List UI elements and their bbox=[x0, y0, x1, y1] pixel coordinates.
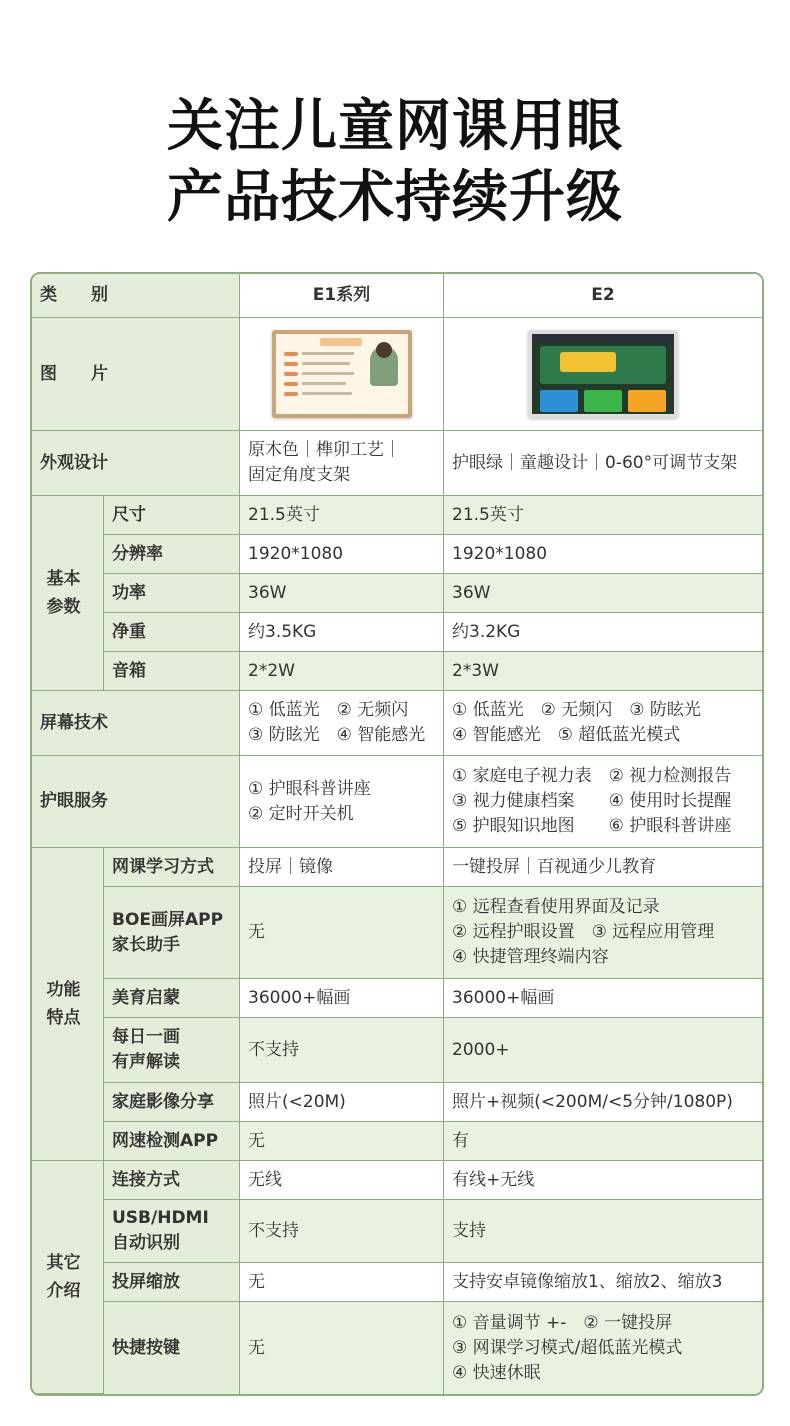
basic-row bbox=[32, 574, 762, 613]
feature-e1: 36000+幅画 bbox=[240, 979, 444, 1018]
feature-e1: 无 bbox=[240, 887, 444, 979]
feature-e2: 2000+ bbox=[444, 1018, 762, 1083]
other-e1: 无 bbox=[240, 1302, 444, 1394]
feature-row bbox=[32, 1083, 762, 1122]
other-name: 连接方式 bbox=[104, 1161, 240, 1200]
feature-name: 家庭影像分享 bbox=[104, 1083, 240, 1122]
other-row bbox=[32, 1302, 762, 1394]
other-name: USB/HDMI 自动识别 bbox=[104, 1200, 240, 1263]
feature-name: 网课学习方式 bbox=[104, 848, 240, 887]
screen-row bbox=[32, 691, 762, 756]
other-e1: 无线 bbox=[240, 1161, 444, 1200]
feature-row bbox=[32, 848, 762, 887]
basic-param-e2: 1920*1080 bbox=[444, 535, 762, 574]
other-e2: 支持安卓镜像缩放1、缩放2、缩放3 bbox=[444, 1263, 762, 1302]
appearance-label: 外观设计 bbox=[32, 431, 240, 496]
e2-product-image-cell bbox=[444, 318, 762, 431]
page-title-line1: 关注儿童网课用眼 bbox=[167, 94, 623, 159]
other-row bbox=[32, 1200, 762, 1263]
e2-product-image bbox=[528, 330, 678, 418]
feature-e1: 照片(<20M) bbox=[240, 1083, 444, 1122]
other-name: 快捷按键 bbox=[104, 1302, 240, 1394]
basic-row bbox=[32, 496, 762, 535]
feature-e1: 无 bbox=[240, 1122, 444, 1161]
basic-label: 基本 参数 bbox=[32, 496, 104, 691]
basic-param-e2: 约3.2KG bbox=[444, 613, 762, 652]
basic-param-name: 分辨率 bbox=[104, 535, 240, 574]
basic-param-name: 功率 bbox=[104, 574, 240, 613]
feature-row bbox=[32, 1122, 762, 1161]
feature-e1: 投屏｜镜像 bbox=[240, 848, 444, 887]
eyecare-e1: ① 护眼科普讲座 ② 定时开关机 bbox=[240, 756, 444, 848]
feature-row bbox=[32, 887, 762, 979]
feature-e2: ① 远程查看使用界面及记录 ② 远程护眼设置 ③ 远程应用管理 ④ 快捷管理终端内容 bbox=[444, 887, 762, 979]
eyecare-label: 护眼服务 bbox=[32, 756, 240, 848]
appearance-e1: 原木色｜榫卯工艺｜ 固定角度支架 bbox=[240, 431, 444, 496]
e1-product-image-cell bbox=[240, 318, 444, 431]
basic-param-name: 净重 bbox=[104, 613, 240, 652]
eyecare-row bbox=[32, 756, 762, 848]
basic-param-e1: 1920*1080 bbox=[240, 535, 444, 574]
basic-param-e1: 21.5英寸 bbox=[240, 496, 444, 535]
appearance-row bbox=[32, 431, 762, 496]
spec-comparison-table bbox=[30, 272, 764, 1396]
basic-row bbox=[32, 613, 762, 652]
basic-param-e1: 2*2W bbox=[240, 652, 444, 691]
feature-name: 每日一画 有声解读 bbox=[104, 1018, 240, 1083]
basic-row bbox=[32, 535, 762, 574]
screen-label: 屏幕技术 bbox=[32, 691, 240, 756]
basic-param-e2: 21.5英寸 bbox=[444, 496, 762, 535]
others-label: 其它 介绍 bbox=[32, 1161, 104, 1394]
basic-param-name: 尺寸 bbox=[104, 496, 240, 535]
picture-row bbox=[32, 318, 762, 431]
other-e1: 无 bbox=[240, 1263, 444, 1302]
other-row bbox=[32, 1263, 762, 1302]
other-name: 投屏缩放 bbox=[104, 1263, 240, 1302]
other-e2: 支持 bbox=[444, 1200, 762, 1263]
header-row bbox=[32, 274, 762, 318]
basic-param-e1: 36W bbox=[240, 574, 444, 613]
basic-param-name: 音箱 bbox=[104, 652, 240, 691]
page-title-line2: 产品技术持续升级 bbox=[167, 165, 623, 230]
feature-row bbox=[32, 979, 762, 1018]
feature-e2: 有 bbox=[444, 1122, 762, 1161]
feature-name: 网速检测APP bbox=[104, 1122, 240, 1161]
screen-e1: ① 低蓝光 ② 无频闪 ③ 防眩光 ④ 智能感光 bbox=[240, 691, 444, 756]
eyecare-e2: ① 家庭电子视力表 ② 视力检测报告 ③ 视力健康档案 ④ 使用时长提醒 ⑤ 护眼知识地图 ⑥ 护眼科普讲座 bbox=[444, 756, 762, 848]
e1-product-image bbox=[272, 330, 412, 418]
picture-label: 图 片 bbox=[32, 318, 240, 431]
feature-name: 美育启蒙 bbox=[104, 979, 240, 1018]
appearance-e2: 护眼绿｜童趣设计｜0-60°可调节支架 bbox=[444, 431, 762, 496]
features-label: 功能 特点 bbox=[32, 848, 104, 1161]
feature-row bbox=[32, 1018, 762, 1083]
feature-e2: 照片+视频(<200M/<5分钟/1080P) bbox=[444, 1083, 762, 1122]
header-e1: E1系列 bbox=[240, 274, 444, 318]
feature-e2: 36000+幅画 bbox=[444, 979, 762, 1018]
other-e1: 不支持 bbox=[240, 1200, 444, 1263]
header-category: 类 别 bbox=[32, 274, 240, 318]
feature-e2: 一键投屏｜百视通少儿教育 bbox=[444, 848, 762, 887]
basic-param-e2: 2*3W bbox=[444, 652, 762, 691]
header-e2: E2 bbox=[444, 274, 762, 318]
other-e2: 有线+无线 bbox=[444, 1161, 762, 1200]
other-e2: ① 音量调节 +- ② 一键投屏 ③ 网课学习模式/超低蓝光模式 ④ 快速休眠 bbox=[444, 1302, 762, 1394]
basic-row bbox=[32, 652, 762, 691]
other-row bbox=[32, 1161, 762, 1200]
basic-param-e2: 36W bbox=[444, 574, 762, 613]
feature-e1: 不支持 bbox=[240, 1018, 444, 1083]
basic-param-e1: 约3.5KG bbox=[240, 613, 444, 652]
screen-e2: ① 低蓝光 ② 无频闪 ③ 防眩光 ④ 智能感光 ⑤ 超低蓝光模式 bbox=[444, 691, 762, 756]
feature-name: BOE画屏APP 家长助手 bbox=[104, 887, 240, 979]
